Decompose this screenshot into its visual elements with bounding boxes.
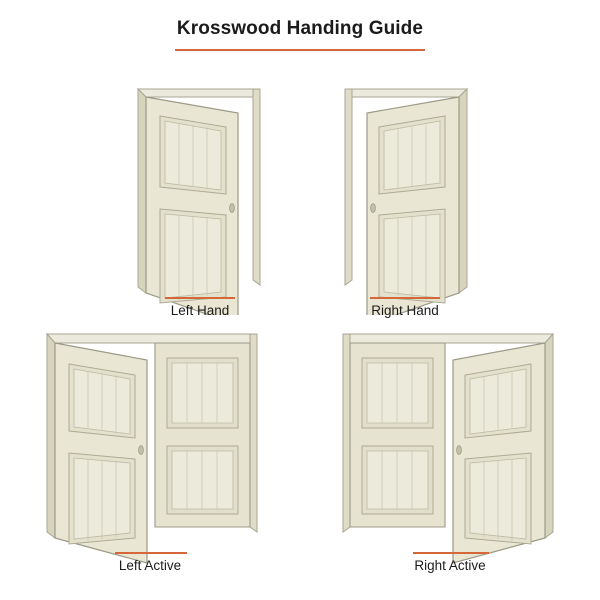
diagram-right-hand [315, 75, 495, 318]
left-hand-drawing [110, 75, 290, 315]
caption-right-hand: Right Hand [371, 303, 439, 318]
caption-left-hand: Left Hand [170, 303, 230, 318]
left-active-drawing [25, 320, 275, 580]
diagram-left-active [25, 320, 275, 580]
title-underline [175, 49, 425, 51]
right-active-drawing [325, 320, 575, 580]
page-title: Krosswood Handing Guide [176, 18, 424, 39]
caption-underline-left-active [115, 552, 187, 554]
caption-underline-right-active [413, 552, 489, 554]
caption-underline-left-hand [165, 297, 235, 299]
diagram-left-hand [110, 75, 290, 318]
caption-underline-right-hand [370, 297, 440, 299]
right-hand-drawing [315, 75, 495, 315]
diagram-right-active [325, 320, 575, 580]
caption-right-active: Right Active [414, 558, 486, 573]
caption-left-active: Left Active [118, 558, 182, 573]
